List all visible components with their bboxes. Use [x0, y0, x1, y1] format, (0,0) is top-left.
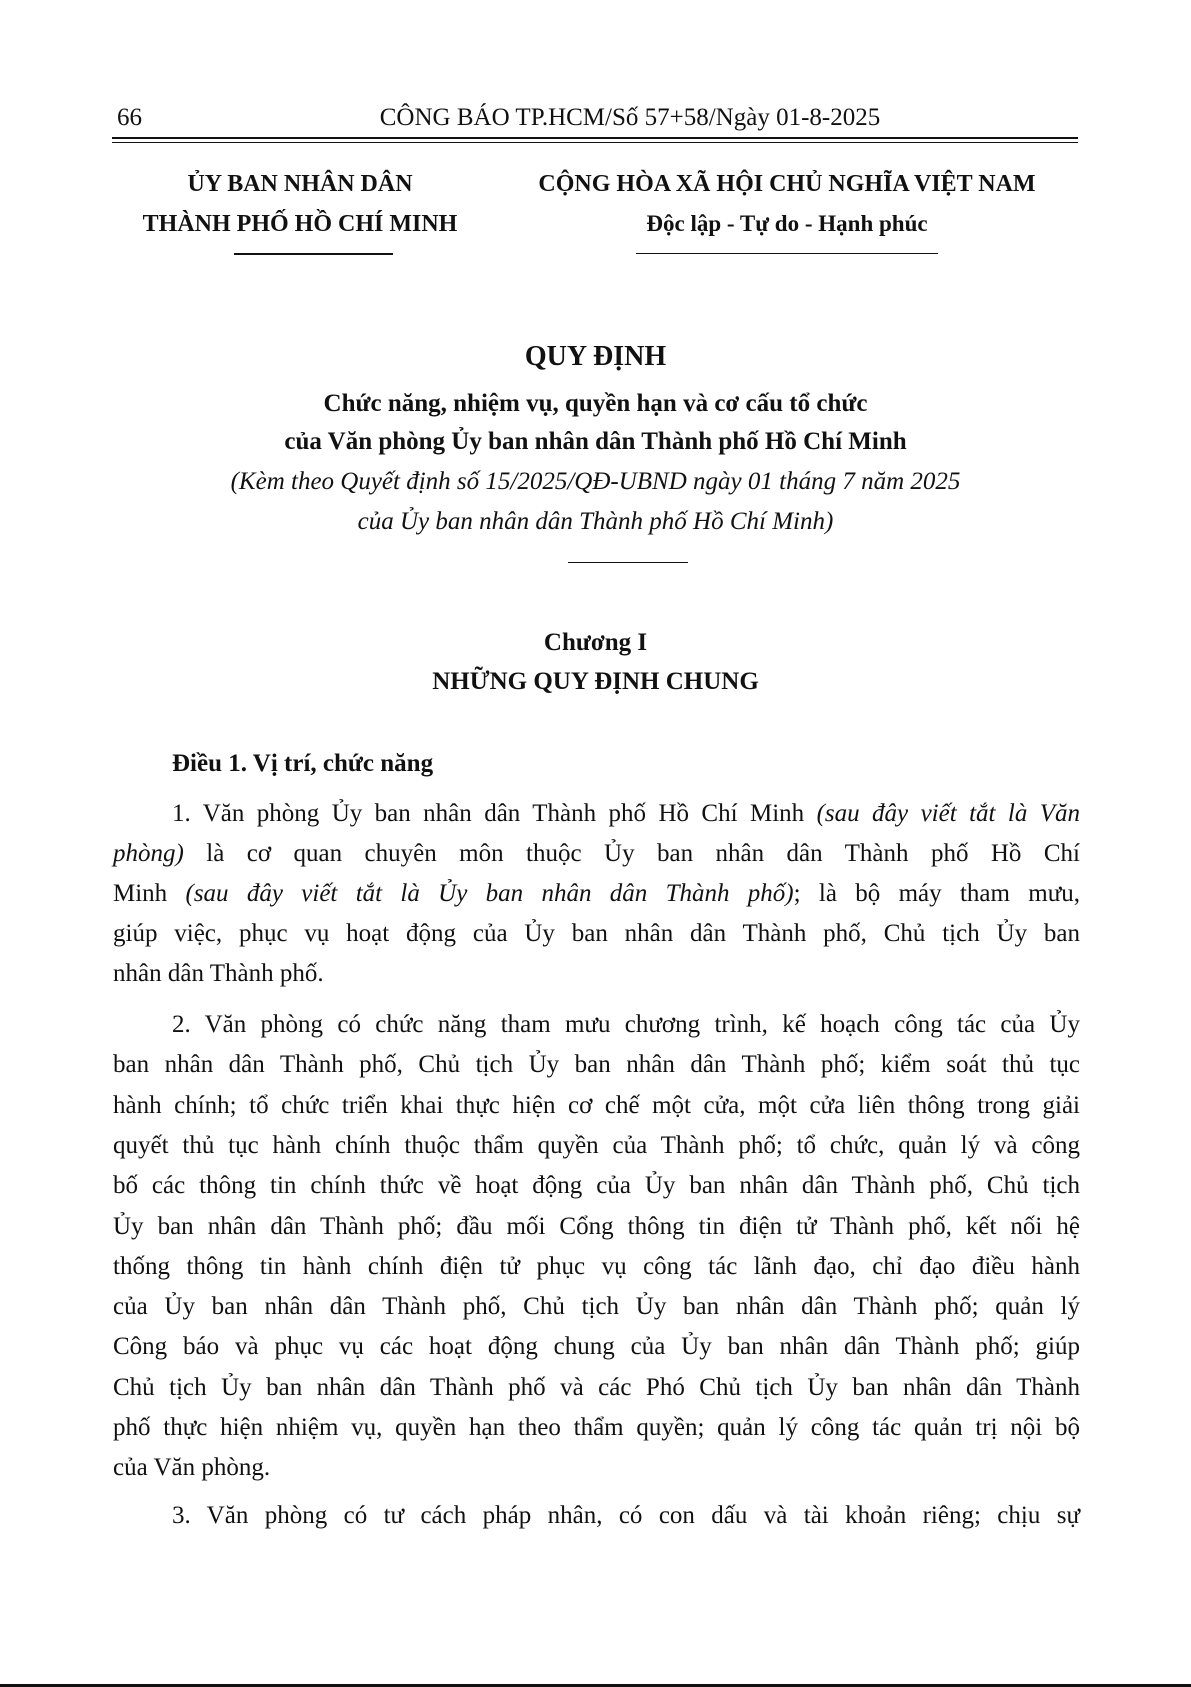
issuer-line1: ỦY BAN NHÂN DÂN: [187, 171, 413, 197]
paragraph-line: 3. Văn phòng có tư cách pháp nhân, có con dấu và tài khoản riêng; chịu sự: [172, 1502, 1080, 1529]
issuer-underline: [234, 253, 393, 255]
paragraph-line: hành chính; tổ chức triển khai thực hiện cơ chế một cửa, một cửa liên thông trong giải: [113, 1091, 1080, 1119]
issuer-line2: THÀNH PHỐ HỒ CHÍ MINH: [142, 211, 458, 237]
paragraph-line: [172, 794, 1080, 834]
paragraph-line: [113, 914, 1080, 954]
document-subtitle-line2: của Văn phòng Ủy ban nhân dân Thành phố Hồ Chí Minh: [284, 428, 907, 455]
paragraph-line: Chủ tịch Ủy ban nhân dân Thành phố và các Phó Chủ tịch Ủy ban nhân dân Thành: [113, 1373, 1080, 1401]
text-run: là cơ quan chuyên môn thuộc Ủy ban nhân dân Thành phố Hồ Chí: [183, 840, 1080, 867]
paragraph-line: 2. Văn phòng có chức năng tham mưu chương trình, kế hoạch công tác của Ủy: [172, 1011, 1080, 1038]
title-divider: [568, 562, 688, 563]
document-subtitle-line1: Chức năng, nhiệm vụ, quyền hạn và cơ cấu tổ chức: [323, 390, 868, 417]
paragraph-line: thống thông tin hành chính điện tử phục vụ công tác lãnh đạo, chỉ đạo điều hành: [113, 1252, 1080, 1280]
paragraph-line: Ủy ban nhân dân Thành phố; đầu mối Cổng thông tin điện tử Thành phố, kết nối hệ: [113, 1212, 1080, 1240]
text-run: nhân dân Thành phố.: [113, 960, 324, 987]
paragraph-line: bố các thông tin chính thức về hoạt động của Ủy ban nhân dân Thành phố, Chủ tịch: [113, 1172, 1080, 1200]
chapter-number: Chương I: [543, 629, 648, 656]
text-run: ; là bộ máy tham mưu,: [793, 880, 1080, 907]
text-run: 1. Văn phòng Ủy ban nhân dân Thành phố Hồ Chí Minh: [172, 800, 817, 827]
document-type: QUY ĐỊNH: [524, 341, 667, 372]
attachment-note-line1: (Kèm theo Quyết định số 15/2025/QĐ-UBND ngày 01 tháng 7 năm 2025: [230, 468, 961, 495]
chapter-title: NHỮNG QUY ĐỊNH CHUNG: [432, 668, 759, 695]
page-number: 66: [117, 104, 142, 131]
paragraph-line: [113, 874, 1080, 914]
article-heading: Điều 1. Vị trí, chức năng: [172, 750, 434, 777]
paragraph-line: [113, 954, 1080, 994]
italic-run: (sau đây viết tắt là Văn: [816, 800, 1081, 827]
italic-run: (sau đây viết tắt là Ủy ban nhân dân Thành phố): [185, 880, 794, 907]
paragraph-line: phố thực hiện nhiệm vụ, quyền hạn theo thẩm quyền; quản lý công tác quản trị nội bộ: [113, 1414, 1080, 1441]
text-run: giúp việc, phục vụ hoạt động của Ủy ban nhân dân Thành phố, Chủ tịch Ủy ban: [113, 920, 1080, 947]
motto-underline: [636, 253, 938, 254]
header-rule-top: [112, 137, 1078, 139]
paragraph-line: ban nhân dân Thành phố, Chủ tịch Ủy ban nhân dân Thành phố; kiểm soát thủ tục: [113, 1051, 1080, 1079]
paragraph-line: quyết thủ tục hành chính thuộc thẩm quyền của Thành phố; tổ chức, quản lý và công: [113, 1131, 1080, 1159]
paragraph-line: Công báo và phục vụ các hoạt động chung của Ủy ban nhân dân Thành phố; giúp: [113, 1333, 1080, 1361]
paragraph-line: [113, 834, 1080, 874]
attachment-note-line2: của Ủy ban nhân dân Thành phố Hồ Chí Minh): [357, 508, 834, 535]
running-header-title: CÔNG BÁO TP.HCM/Số 57+58/Ngày 01-8-2025: [379, 104, 881, 131]
national-motto: Độc lập - Tự do - Hạnh phúc: [646, 211, 928, 236]
paragraph-line: của Văn phòng.: [113, 1454, 271, 1482]
paragraph-line: của Ủy ban nhân dân Thành phố, Chủ tịch Ủy ban nhân dân Thành phố; quản lý: [113, 1293, 1080, 1321]
italic-run: phòng): [113, 840, 184, 867]
national-name: CỘNG HÒA XÃ HỘI CHỦ NGHĨA VIỆT NAM: [538, 171, 1036, 197]
text-run: Minh: [113, 880, 186, 907]
header-rule-bottom: [112, 142, 1078, 143]
